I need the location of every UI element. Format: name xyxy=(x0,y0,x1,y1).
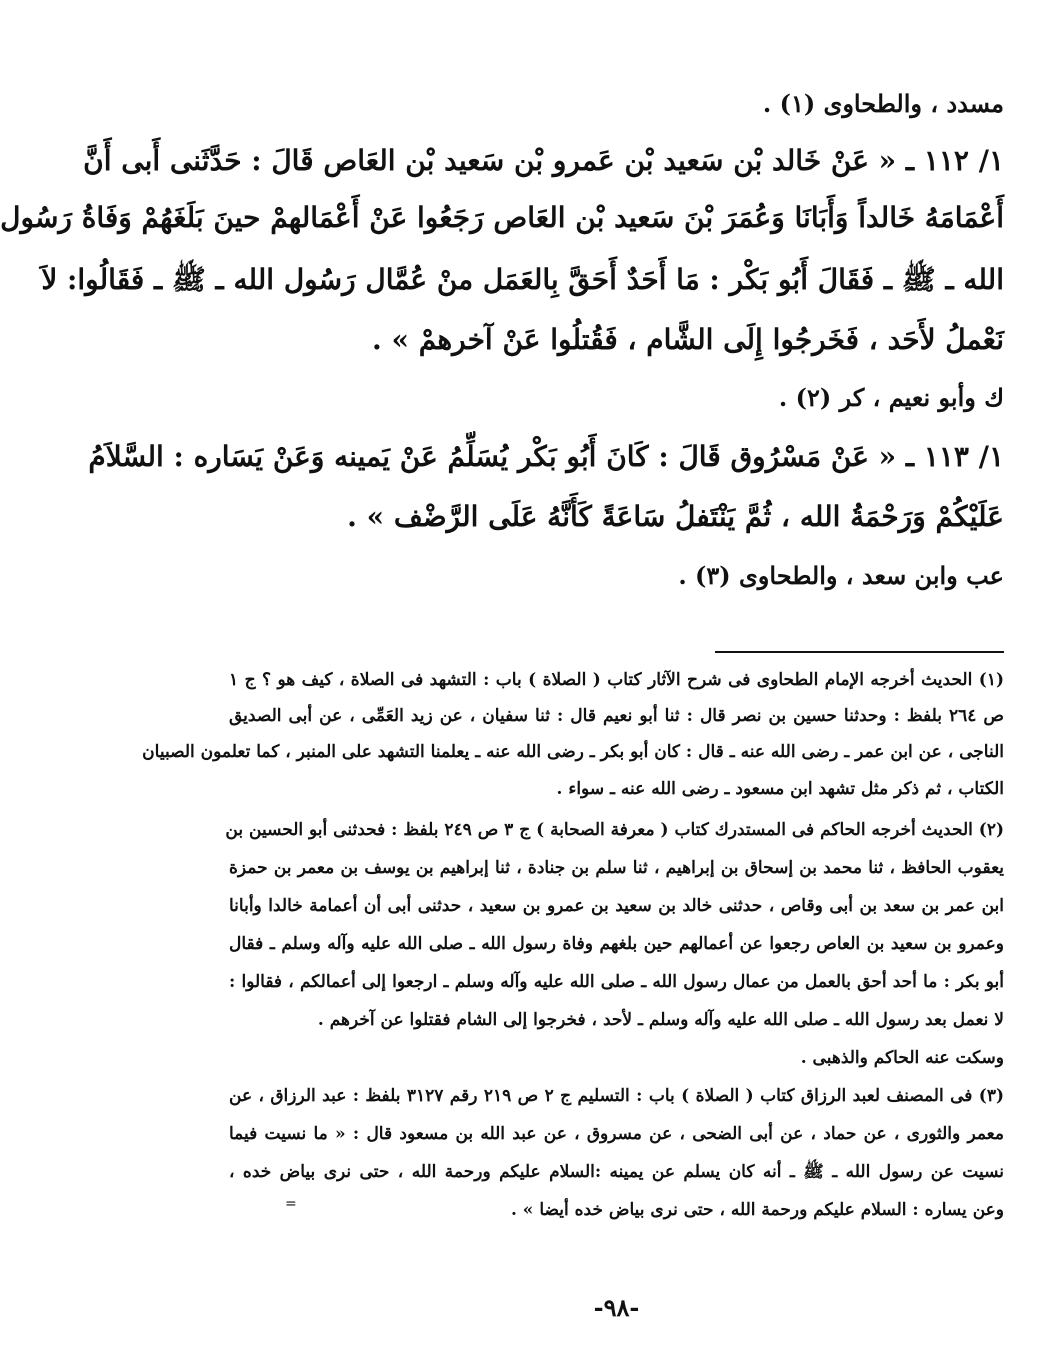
footnote-1-line-4: الكتاب ، ثم ذكر مثل تشهد ابن مسعود ـ رضى الله عنه ـ سواء . xyxy=(556,779,1004,799)
source-line-3: عب وابن سعد ، والطحاوى (٣) . xyxy=(678,561,1004,590)
footnote-1-line-3: الناجى ، عن ابن عمر ـ رضى الله عنه ـ قال : كان أبو بكر ـ رضى الله عنه ـ يعلمنا التشهد على المنبر ، كما تعلمون الصبيان xyxy=(142,742,1004,762)
hadith-112-line-4: نَعْملُ لأَحَد ، فَخَرجُوا إِلَى الشَّام ، فَقُتلُوا عَنْ آخرهمْ » . xyxy=(372,323,1004,356)
footnote-3-line-3: نسيت عن رسول الله ـ ﷺ ـ أنه كان يسلم عن يمينه :السلام عليكم ورحمة الله ، حتى نرى بياض خده ، xyxy=(229,1162,1004,1182)
hadith-113-line-1: ١/ ١١٣ ـ « عَنْ مَسْرُوق قَالَ : كَانَ أَبُو بَكْر يُسَلِّمُ عَنْ يَمينه وَعَنْ يَسَاره : السَّلاَمُ xyxy=(88,440,1004,473)
hadith-112-line-1: ١/ ١١٢ ـ « عَنْ خَالد بْن سَعيد بْن عَمرو بْن سَعيد بْن العَاص قَالَ : حَدَّثَنى أَبى أَنَّ xyxy=(83,144,1004,177)
footnote-2-line-4: وعمرو بن سعيد بن العاص رجعوا عن أعمالهم حين بلغهم وفاة رسول الله ـ صلى الله عليه وآله وسلم ـ فقال xyxy=(229,934,1004,954)
footnote-1-line-2: ص ٢٦٤ بلفظ : وحدثنا حسين بن نصر قال : ثنا أبو نعيم قال : ثنا سفيان ، عن زيد العَمِّى ، عن أبى الصديق xyxy=(229,706,1004,726)
source-line-2: ك وأبو نعيم ، كر (٢) . xyxy=(778,383,1004,412)
hadith-113-line-2: عَلَيْكُمْ وَرَحْمَةُ الله ، ثُمَّ يَنْتَفلُ سَاعَةً كَأَنَّهُ عَلَى الرَّضْف » . xyxy=(347,500,1004,533)
hadith-112-line-3: الله ـ ﷺ ـ فَقَالَ أَبُو بَكْر : مَا أَحَدٌ أَحَقَّ بِالعَمَل منْ عُمَّال رَسُول الله ـ ﷺ ـ فَقَالُوا: لاَ xyxy=(41,263,1004,296)
footnote-3-line-4: وعن يساره : السلام عليكم ورحمة الله ، حتى نرى بياض خده أيضا » . xyxy=(510,1200,1004,1220)
footnote-divider xyxy=(715,651,1004,653)
hadith-112-line-2: أَعْمَامَهُ خَالداً وَأَبَانَا وَعُمَرَ بْنَ سَعيد بْن العَاص رَجَعُوا عَنْ أَعْمَالهمْ حينَ بَلَغَهُمْ وَفَاةُ رَسُول xyxy=(0,201,1004,234)
footnote-3-line-1: (٣) فى المصنف لعبد الرزاق كتاب ( الصلاة ) باب : التسليم ج ٢ ص ٢١٩ رقم ٣١٢٧ بلفظ : عبد الرزاق ، عن xyxy=(229,1086,1004,1106)
footnote-2-line-2: يعقوب الحافظ ، ثنا محمد بن إسحاق بن إبراهيم ، ثنا سلم بن جنادة ، ثنا إبراهيم بن يوسف بن معمر بن حمزة xyxy=(229,858,1004,878)
margin-mark: = xyxy=(285,1196,297,1212)
footnote-2-line-7: وسكت عنه الحاكم والذهبى . xyxy=(800,1048,1004,1068)
footnote-2-line-6: لا نعمل بعد رسول الله ـ صلى الله عليه وآله وسلم ـ لأحد ، فخرجوا إلى الشام فقتلوا عن آخرهم . xyxy=(317,1010,1004,1030)
footnote-2-line-5: أبو بكر : ما أحد أحق بالعمل من عمال رسول الله ـ صلى الله عليه وآله وسلم ـ ارجعوا إلى أعمالكم ، فقالوا : xyxy=(229,972,1004,992)
footnote-2-line-1: (٢) الحديث أخرجه الحاكم فى المستدرك كتاب ( معرفة الصحابة ) ج ٣ ص ٢٤٩ بلفظ : فحدثنى أبو الحسين بن xyxy=(225,820,1004,840)
footnote-3-line-2: معمر والثورى ، عن حماد ، عن أبى الضحى ، عن مسروق ، عن عبد الله بن مسعود قال : « ما نسيت فيما xyxy=(229,1124,1004,1144)
footnote-1-line-1: (١) الحديث أخرجه الإمام الطحاوى فى شرح الآثار كتاب ( الصلاة ) باب : التشهد فى الصلاة ، كيف هو ؟ ج ١ xyxy=(229,670,1004,690)
source-line-1: مسدد ، والطحاوى (١) . xyxy=(762,89,1004,118)
footnote-2-line-3: ابن عمر بن سعد بن أبى وقاص ، حدثنى خالد بن سعيد بن عمرو بن سعيد ، حدثنى أبى أن أعمامة خالدا وأبانا xyxy=(229,896,1004,916)
page-number: -٩٨- xyxy=(593,1293,640,1322)
